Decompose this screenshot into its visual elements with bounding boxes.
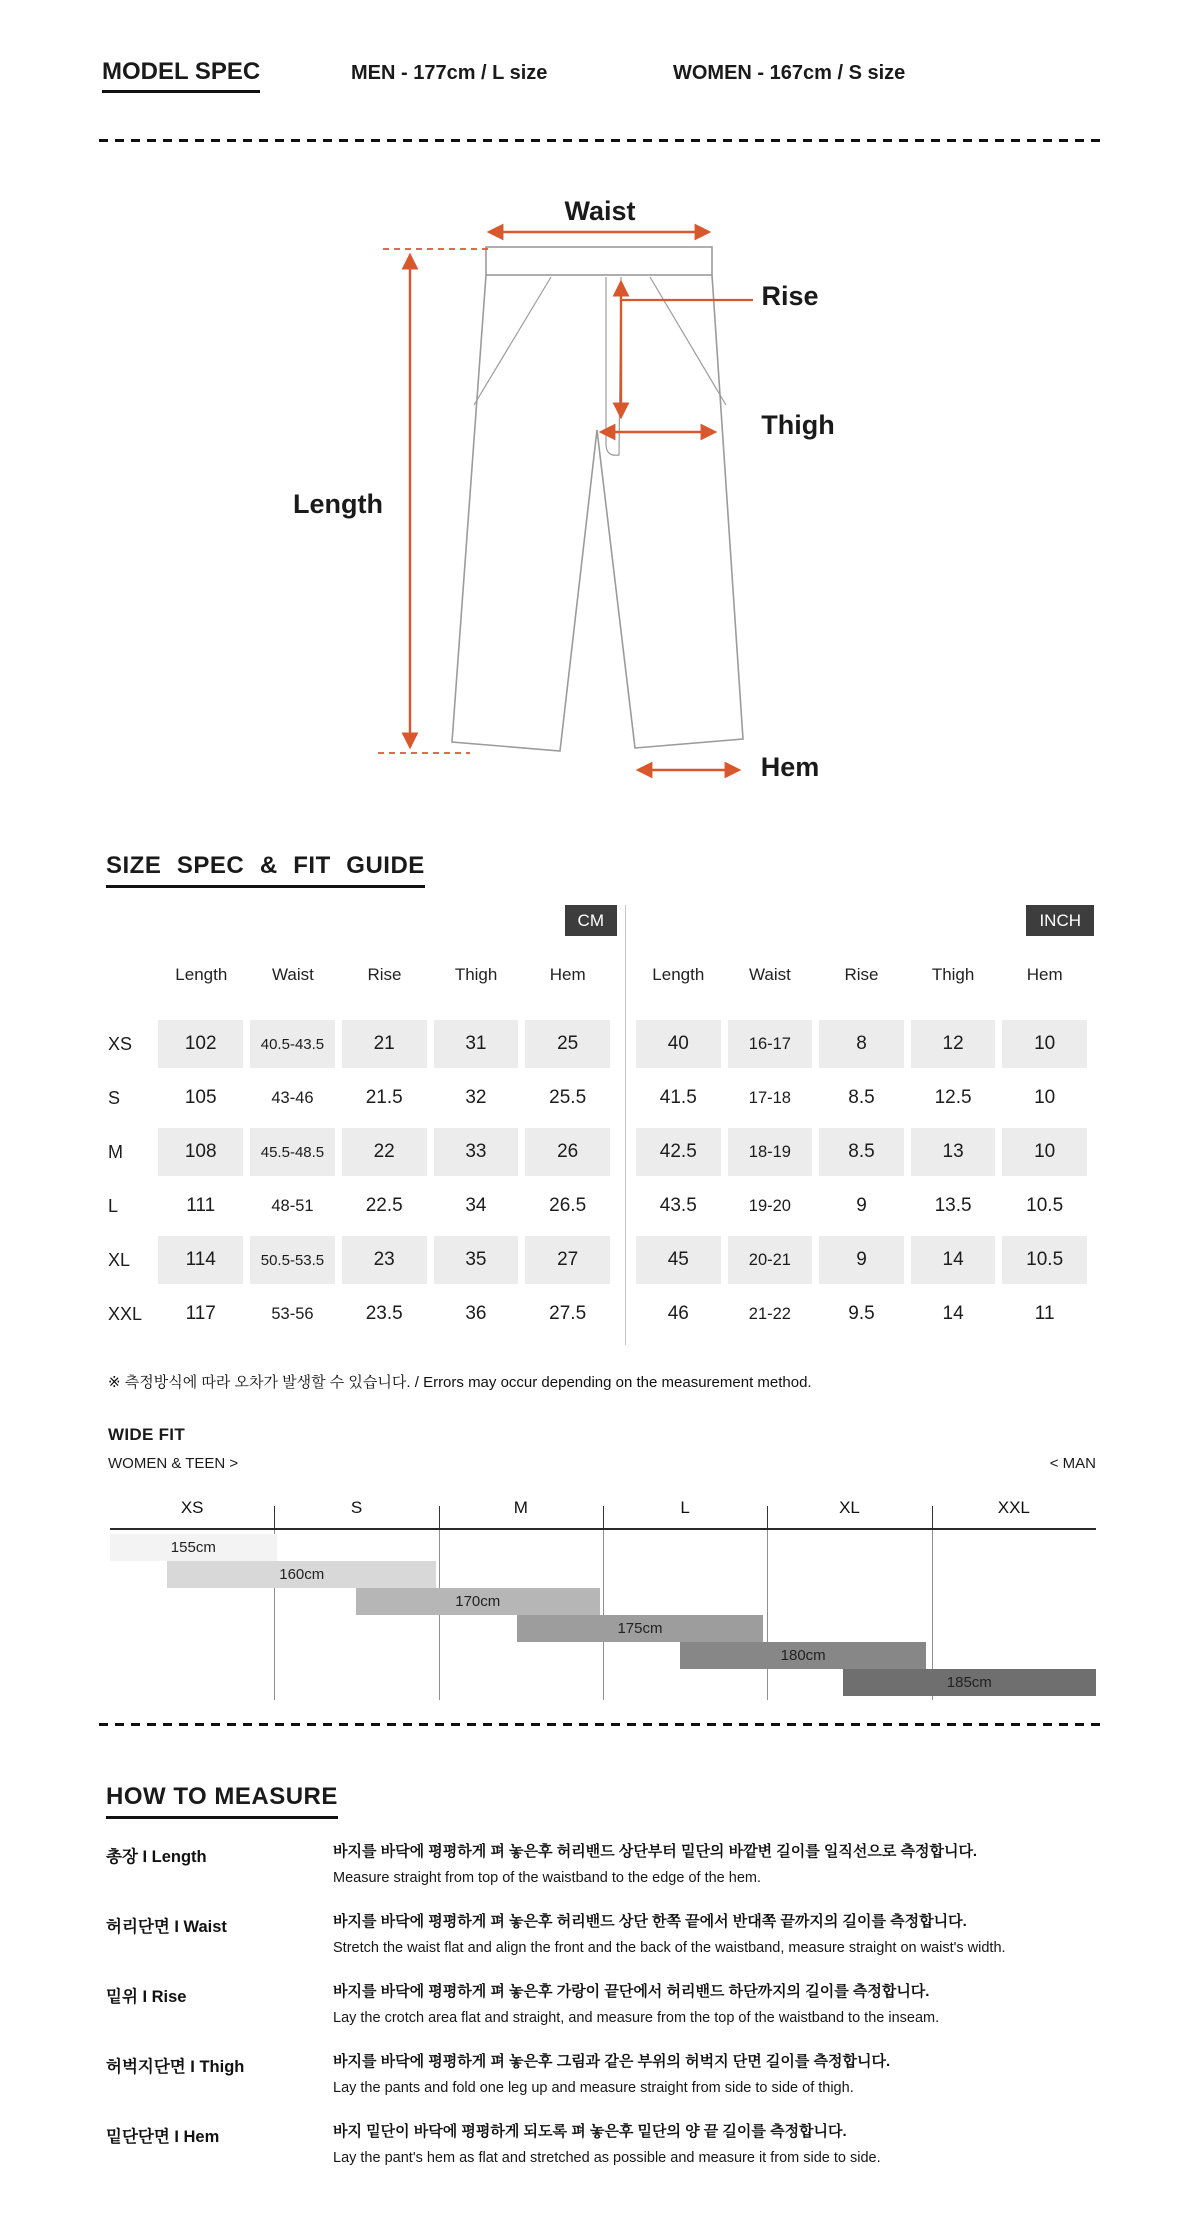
fit-height-bar — [517, 1615, 763, 1642]
size-row-label: XL — [108, 1249, 131, 1270]
measurement-note: ※ 측정방식에 따라 오차가 발생할 수 있습니다. / Errors may occur depending on the measurement method. — [108, 1374, 812, 1391]
measure-term: 총장 I Length — [106, 1848, 207, 1866]
thigh-label: Thigh — [761, 410, 835, 440]
table-cell: 40.5-43.5 — [250, 1020, 335, 1068]
fit-axis-tick — [274, 1506, 275, 1528]
measure-term: 밑위 I Rise — [106, 1988, 187, 2006]
measure-description-en: Stretch the waist flat and align the front and the back of the waistband, measure straight on waist's width. — [333, 1939, 1006, 1956]
table-cell: 42.5 — [636, 1128, 721, 1176]
table-cell: 14 — [942, 1303, 964, 1324]
measure-description — [333, 2053, 1106, 2097]
column-header: Length — [652, 965, 705, 984]
table-cell: 22.5 — [365, 1195, 403, 1216]
table-cell: 102 — [158, 1020, 243, 1068]
women-model-spec: WOMEN - 167cm / S size — [673, 62, 906, 84]
table-cell: 12.5 — [934, 1087, 972, 1108]
measurement-arrows — [378, 232, 753, 770]
fit-height-bar — [680, 1642, 927, 1669]
inch-unit-badge: INCH — [1026, 905, 1094, 936]
table-cell: 9 — [819, 1236, 904, 1284]
fit-guide-man-label: < MAN — [1049, 1455, 1096, 1472]
column-header: Thigh — [454, 965, 498, 984]
fit-axis-tick — [932, 1506, 933, 1528]
men-model-spec: MEN - 177cm / L size — [351, 62, 548, 84]
table-cell: 114 — [158, 1236, 243, 1284]
measure-description-ko: 바지를 바닥에 평평하게 펴 놓은후 허리밴드 상단부터 밑단의 바깥변 길이를 일직선으로 측정합니다. — [333, 1843, 978, 1860]
fit-axis-tick — [767, 1506, 768, 1528]
table-cell: 26.5 — [549, 1195, 587, 1216]
how-to-measure-title: HOW TO MEASURE — [106, 1783, 338, 1819]
table-cell: 21 — [342, 1020, 427, 1068]
fit-height-label: 175cm — [617, 1620, 663, 1637]
size-row-label: M — [108, 1141, 123, 1162]
table-cell: 21.5 — [365, 1087, 403, 1108]
table-cell: 8.5 — [819, 1128, 904, 1176]
size-row-label: XXL — [108, 1303, 143, 1324]
fly-line — [606, 277, 621, 455]
table-cell: 34 — [465, 1195, 487, 1216]
measure-item — [106, 1913, 1106, 1959]
table-cell: 48-51 — [271, 1196, 314, 1215]
table-cell: 17-18 — [748, 1088, 791, 1107]
dashed-divider-top — [99, 139, 1100, 142]
measure-description-ko: 바지 밑단이 바닥에 평평하게 되도록 펴 놓은후 밑단의 양 끝 길이를 측정합니다. — [333, 2123, 847, 2140]
column-header: Rise — [367, 965, 402, 984]
table-cell: 22 — [342, 1128, 427, 1176]
table-cell: 40 — [636, 1020, 721, 1068]
length-label: Length — [293, 489, 383, 519]
measure-item — [106, 1983, 1106, 2029]
table-cell: 36 — [465, 1303, 487, 1324]
rise-label: Rise — [761, 281, 819, 311]
measure-description-ko: 바지를 바닥에 평평하게 펴 놓은후 가랑이 끝단에서 허리밴드 하단까지의 길이를 측정합니다. — [333, 1983, 930, 2000]
table-row — [108, 1179, 617, 1233]
fit-axis-tick — [603, 1506, 604, 1528]
table-cell: 25 — [525, 1020, 610, 1068]
table-cell: 19-20 — [748, 1196, 791, 1215]
measure-item — [106, 1843, 1106, 1889]
table-cell: 9.5 — [848, 1303, 875, 1324]
measure-item — [106, 2053, 1106, 2099]
table-row — [636, 1287, 1094, 1341]
table-cell: 10.5 — [1026, 1195, 1064, 1216]
measure-term: 허벅지단면 I Thigh — [106, 2058, 245, 2076]
table-divider — [625, 905, 626, 1345]
table-cell: 27 — [525, 1236, 610, 1284]
table-cell: 31 — [434, 1020, 519, 1068]
table-cell: 45.5-48.5 — [250, 1128, 335, 1176]
fit-height-label: 155cm — [170, 1539, 216, 1556]
table-cell: 23.5 — [365, 1303, 403, 1324]
table-cell: 25.5 — [549, 1087, 587, 1108]
right-pocket-line — [650, 277, 726, 405]
fit-column-line — [767, 1530, 768, 1700]
column-header: Rise — [844, 965, 879, 984]
fit-size-label: S — [350, 1498, 363, 1517]
table-cell: 43.5 — [659, 1195, 697, 1216]
table-cell: 10 — [1002, 1128, 1087, 1176]
table-row — [636, 1071, 1094, 1125]
measure-description-en: Lay the pants and fold one leg up and measure straight from side to side of thigh. — [333, 2079, 854, 2096]
table-cell: 16-17 — [728, 1020, 813, 1068]
table-cell: 8 — [819, 1020, 904, 1068]
table-cell: 50.5-53.5 — [250, 1236, 335, 1284]
measure-description — [333, 1983, 1106, 2027]
pants-outline — [452, 247, 743, 751]
table-row — [108, 1287, 617, 1341]
table-row — [636, 1179, 1094, 1233]
column-header: Waist — [748, 965, 791, 984]
table-row — [108, 1017, 617, 1071]
table-cell: 8.5 — [848, 1087, 875, 1108]
fit-height-bar — [110, 1534, 277, 1561]
measure-description-ko: 바지를 바닥에 평평하게 펴 놓은후 그림과 같은 부위의 허벅지 단면 길이를 측정합니다. — [333, 2053, 891, 2070]
dashed-divider-bottom — [99, 1723, 1100, 1726]
measure-description-en: Measure straight from top of the waistband to the edge of the hem. — [333, 1869, 761, 1886]
hem-label: Hem — [760, 752, 820, 782]
table-cell: 43-46 — [271, 1088, 314, 1107]
fit-size-label: XS — [180, 1498, 204, 1517]
fit-guide-title: WIDE FIT — [108, 1425, 185, 1444]
size-row-label: XS — [108, 1033, 133, 1054]
size-table-inch — [636, 905, 1094, 1345]
fit-guide-women-teen-label: WOMEN & TEEN > — [108, 1455, 239, 1472]
table-cell: 105 — [184, 1087, 217, 1108]
inch-table-header — [636, 965, 1094, 985]
table-cell: 9 — [856, 1195, 867, 1216]
fit-size-label: XL — [839, 1498, 860, 1517]
table-row — [636, 1125, 1094, 1179]
measure-description-en: Lay the pant's hem as flat and stretched as possible and measure it from side to side. — [333, 2149, 881, 2166]
column-header: Hem — [549, 965, 586, 984]
table-cell: 32 — [465, 1087, 487, 1108]
fit-guide-chart — [110, 1528, 1096, 1702]
fit-size-label: L — [680, 1498, 690, 1517]
how-to-measure-list — [106, 1843, 1106, 2193]
measure-term: 허리단면 I Waist — [106, 1918, 227, 1936]
table-cell: 13.5 — [934, 1195, 972, 1216]
cm-table-header — [108, 965, 617, 985]
table-cell: 21-22 — [748, 1304, 791, 1323]
table-cell: 35 — [434, 1236, 519, 1284]
table-row — [636, 1017, 1094, 1071]
table-cell: 111 — [186, 1195, 216, 1216]
table-cell: 12 — [911, 1020, 996, 1068]
waist-label: Waist — [564, 196, 636, 226]
measure-description-en: Lay the crotch area flat and straight, and measure from the top of the waistband to the inseam. — [333, 2009, 940, 2026]
table-cell: 10.5 — [1002, 1236, 1087, 1284]
left-pocket-line — [474, 277, 551, 405]
fit-size-label: M — [513, 1498, 528, 1517]
column-header: Hem — [1026, 965, 1063, 984]
table-cell: 23 — [342, 1236, 427, 1284]
table-cell: 27.5 — [549, 1303, 587, 1324]
pants-measurement-diagram — [0, 150, 1200, 810]
fit-height-bar — [843, 1669, 1096, 1696]
table-cell: 10 — [1034, 1087, 1056, 1108]
fit-axis-tick — [439, 1506, 440, 1528]
table-row — [108, 1233, 617, 1287]
measure-description — [333, 1913, 1106, 1957]
measure-item — [106, 2123, 1106, 2169]
table-cell: 11 — [1034, 1303, 1055, 1324]
size-row-label: S — [108, 1087, 121, 1108]
measure-description — [333, 2123, 1106, 2167]
table-row — [636, 1233, 1094, 1287]
cm-unit-badge: CM — [565, 905, 617, 936]
fit-height-label: 170cm — [455, 1593, 501, 1610]
fit-height-label: 160cm — [279, 1566, 325, 1583]
table-cell: 10 — [1002, 1020, 1087, 1068]
table-cell: 14 — [911, 1236, 996, 1284]
table-cell: 108 — [158, 1128, 243, 1176]
table-cell: 41.5 — [659, 1087, 697, 1108]
table-cell: 45 — [636, 1236, 721, 1284]
measure-term: 밑단단면 I Hem — [106, 2128, 220, 2146]
model-spec-title: MODEL SPEC — [102, 58, 260, 93]
table-cell: 18-19 — [728, 1128, 813, 1176]
table-cell: 20-21 — [728, 1236, 813, 1284]
measure-description — [333, 1843, 1106, 1887]
column-header: Waist — [271, 965, 314, 984]
fit-height-bar — [356, 1588, 601, 1615]
table-cell: 117 — [185, 1303, 216, 1324]
table-cell: 46 — [667, 1303, 689, 1324]
table-cell: 33 — [434, 1128, 519, 1176]
fit-size-label: XXL — [997, 1498, 1030, 1517]
table-row — [108, 1125, 617, 1179]
fit-height-label: 180cm — [780, 1647, 826, 1664]
size-row-label: L — [108, 1195, 119, 1216]
model-spec-header — [102, 58, 1102, 93]
table-cell: 26 — [525, 1128, 610, 1176]
fit-column-line — [439, 1530, 440, 1700]
table-cell: 13 — [911, 1128, 996, 1176]
measure-description-ko: 바지를 바닥에 평평하게 펴 놓은후 허리밴드 상단 한쪽 끝에서 반대쪽 끝까지의 길이를 측정합니다. — [333, 1913, 967, 1930]
size-table-cm — [108, 905, 617, 1345]
size-spec-title: SIZE SPEC & FIT GUIDE — [106, 852, 425, 888]
fit-height-label: 185cm — [946, 1674, 992, 1691]
table-row — [108, 1071, 617, 1125]
table-cell: 53-56 — [271, 1304, 314, 1323]
fit-height-bar — [167, 1561, 436, 1588]
column-header: Length — [175, 965, 228, 984]
column-header: Thigh — [931, 965, 975, 984]
